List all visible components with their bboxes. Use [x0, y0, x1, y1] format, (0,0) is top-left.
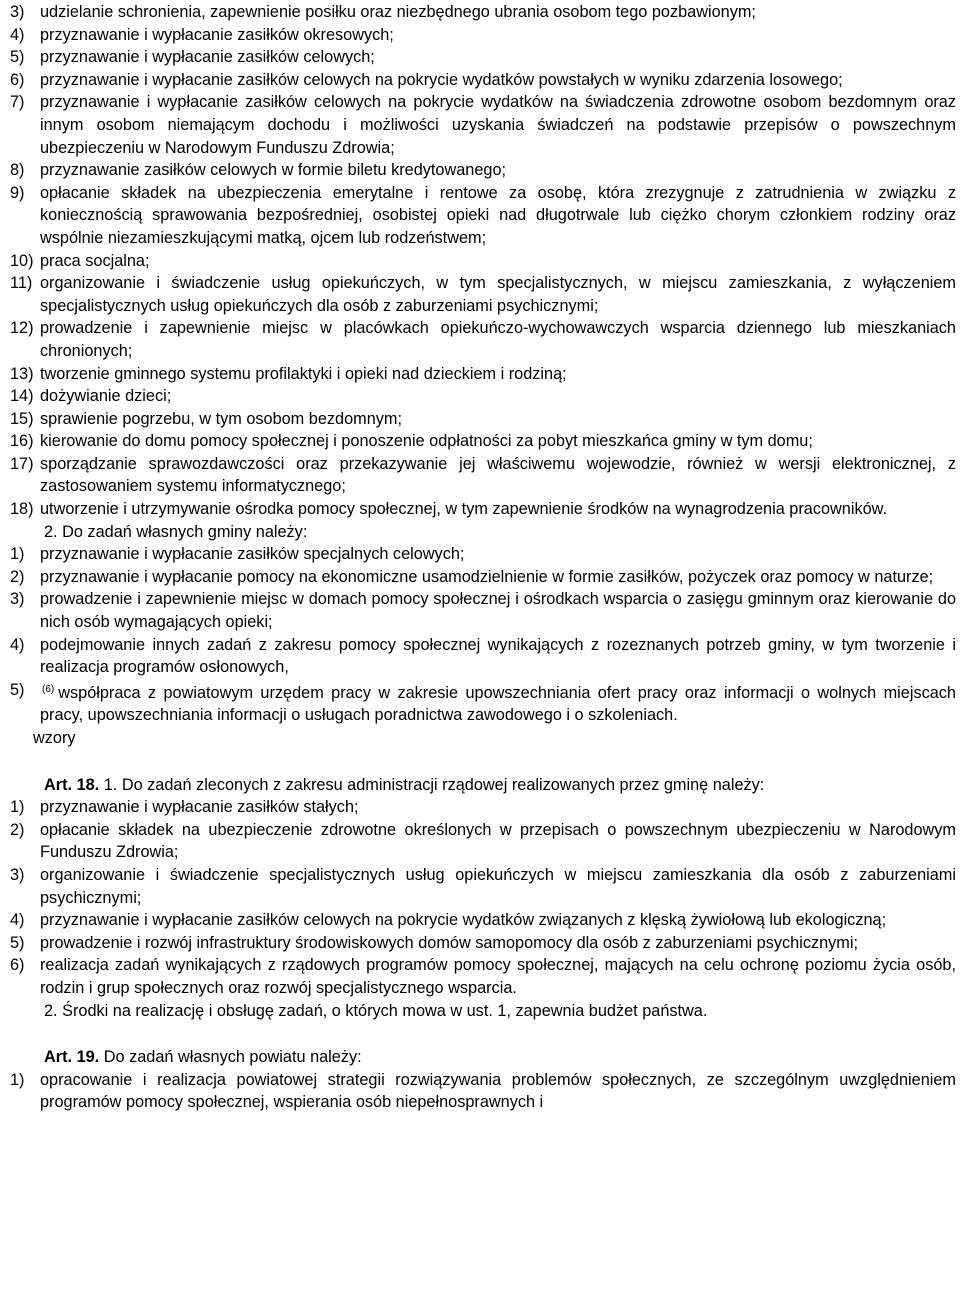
spacer: [10, 1022, 956, 1046]
art18-intro: 1. Do zadań zleconych z zakresu administracji rządowej realizowanych przez gminę należy:: [99, 775, 765, 794]
list-item: [10, 543, 956, 566]
list-item-body: sporządzanie sprawozdawczości oraz przekazywanie jej właściwemu wojewodzie, również w wersji elektronicznej, z zastosowaniem systemu informatycznego;: [40, 454, 956, 496]
list-item-text: [40, 24, 956, 47]
list-item-text: [40, 182, 956, 250]
list-item-body: przyznawanie i wypłacanie pomocy na ekonomiczne usamodzielnienie w formie zasiłków, pożyczek oraz pomocy w naturze;: [40, 567, 934, 586]
list-item-text: [40, 363, 956, 386]
list-item: [10, 1, 956, 24]
list-item-number: 12): [10, 319, 34, 338]
list-item-number: 6): [10, 70, 25, 89]
list-item-number: 5): [10, 680, 25, 699]
list-item-text: [40, 864, 956, 909]
art18-list: [10, 796, 956, 999]
list-item-body: opłacanie składek na ubezpieczenie zdrowotne określonych w przepisach o powszechnym ubezpieczeniu w Narodowym Funduszu Zdrowia;: [40, 820, 956, 862]
list-item: [10, 932, 956, 955]
list-item-number: 7): [10, 93, 25, 112]
list-item-number: 13): [10, 364, 34, 383]
list-item-text: [40, 250, 956, 273]
list-item: [10, 819, 956, 864]
list-item-body: realizacja zadań wynikających z rządowych programów pomocy społecznej, mających na celu ochronę poziomu życia osób, rodzin i grup społecznych oraz rozwój specjalistycznego wsparcia.: [40, 956, 956, 997]
list-item: [10, 385, 956, 408]
list-item: [10, 91, 956, 159]
section2-heading: 2. Do zadań własnych gminy należy:: [44, 522, 308, 541]
list-item-text: [40, 1, 956, 24]
list-item: [10, 498, 956, 521]
list-item-number: 4): [10, 911, 25, 930]
list-item-body: przyznawanie i wypłacanie zasiłków celowych na pokrycie wydatków związanych z klęską żywiołową lub ekologiczną;: [40, 911, 887, 930]
list-item-text: [40, 588, 956, 633]
list-item-number: 1): [10, 545, 25, 564]
list-item-body: współpraca z powiatowym urzędem pracy w zakresie upowszechniania ofert pracy oraz informacji o wolnych miejscach pracy, upowszechniania informacji o usługach poradnictwa zawodowego i o szkoleniach.: [40, 683, 956, 725]
list-item-text: [40, 385, 956, 408]
list-item-number: 6): [10, 956, 25, 975]
list-item-body: opracowanie i realizacja powiatowej strategii rozwiązywania problemów społecznych, ze szczególnym uwzględnieniem programów pomocy społecznej, wspierania osób niepełnosprawnych i: [40, 1070, 956, 1112]
list-item-number: 3): [10, 3, 25, 21]
list-item-body: przyznawanie i wypłacanie zasiłków stałych;: [40, 798, 359, 817]
list-item-text: [40, 91, 956, 159]
art18-heading: [10, 774, 956, 797]
list-item-body: organizowanie i świadczenie specjalistycznych usług opiekuńczych w miejscu zamieszkania dla osób z zaburzeniami psychicznymi;: [40, 865, 956, 907]
list-item-body: prowadzenie i zapewnienie miejsc w placówkach opiekuńczo-wychowawczych wsparcia dziennego lub mieszkaniach chronionych;: [40, 319, 956, 360]
list-item: [10, 679, 956, 727]
list-item-body: opłacanie składek na ubezpieczenia emerytalne i rentowe za osobę, która zrezygnuje z zatrudnienia w związku z koniecznością sprawowania bezpośredniej, osobistej opieki nad długotrwale lub ciężko chorym członkiem rodziny oraz wspólnie niezamieszkującymi matką, ojcem lub rodzeństwem;: [40, 183, 956, 247]
list-item-body: praca socjalna;: [40, 251, 150, 270]
list-item-number: 4): [10, 635, 25, 654]
list-item: [10, 430, 956, 453]
list-item-text: [40, 543, 956, 566]
list-item-number: 11): [10, 274, 33, 293]
list-item-text: [40, 498, 956, 521]
list-item-text: [40, 566, 956, 589]
list-item-body: przyznawanie i wypłacanie zasiłków okresowych;: [40, 25, 394, 44]
list-item-text: [40, 430, 956, 453]
list-item-body: organizowanie i świadczenie usług opiekuńczych, w tym specjalistycznych, w miejscu zamieszkania, z wyłączeniem specjalistycznych usług opiekuńczych dla osób z zaburzeniami psychicznymi;: [40, 274, 956, 315]
list-item: [10, 317, 956, 362]
list-item-body: sprawienie pogrzebu, w tym osobom bezdomnym;: [40, 409, 402, 428]
list-item-number: 16): [10, 432, 34, 451]
list-item-number: 8): [10, 161, 25, 180]
list-item: [10, 69, 956, 92]
wzory-label: wzory: [33, 729, 76, 747]
list-item-number: 15): [10, 409, 34, 428]
list-item-body: prowadzenie i zapewnienie miejsc w domach pomocy społecznej i ośrodkach wsparcia o zasięgu gminnym oraz kierowanie do nich osób wymagających opieki;: [40, 590, 956, 632]
list-item-number: 1): [10, 1070, 25, 1089]
list-item-number: 14): [10, 387, 34, 406]
list-item-text: [40, 954, 956, 999]
list-item-number: 2): [10, 567, 25, 586]
list-item-text: [40, 932, 956, 955]
art19-heading: [10, 1046, 956, 1069]
list-item-body: kierowanie do domu pomocy społecznej i ponoszenie odpłatności za pobyt mieszkańca gminy w tym domu;: [40, 432, 813, 451]
list-item: [10, 796, 956, 819]
document-page: [0, 1, 960, 1314]
list-item-body: przyznawanie zasiłków celowych w formie biletu kredytowanego;: [40, 161, 507, 180]
list-item-number: 4): [10, 25, 25, 44]
section1-list: [10, 1, 956, 521]
list-item-number: 5): [10, 933, 25, 952]
list-item-body: utworzenie i utrzymywanie ośrodka pomocy społecznej, w tym zapewnienie środków na wynagrodzenia pracowników.: [40, 500, 888, 519]
list-item-number: 3): [10, 865, 25, 884]
list-item-text: [40, 1069, 956, 1114]
list-item-text: [40, 679, 956, 727]
list-item: [10, 634, 956, 679]
list-item-text: [40, 453, 956, 498]
list-item-body: podejmowanie innych zadań z zakresu pomocy społecznej wynikających z rozeznanych potrzeb gminy, w tym tworzenie i realizacja programów osłonowych,: [40, 635, 956, 677]
list-item-body: prowadzenie i rozwój infrastruktury środowiskowych domów samopomocy dla osób z zaburzeniami psychicznymi;: [40, 933, 859, 952]
list-item: [10, 363, 956, 386]
footnote-marker: (6): [42, 683, 55, 695]
list-item: [10, 1069, 956, 1114]
list-item: [10, 909, 956, 932]
list-item: [10, 566, 956, 589]
list-item: [10, 864, 956, 909]
list-item-body: dożywianie dzieci;: [40, 387, 172, 406]
list-item-body: przyznawanie i wypłacanie zasiłków specjalnych celowych;: [40, 545, 465, 564]
list-item-text: [40, 634, 956, 679]
list-item-text: [40, 819, 956, 864]
list-item-text: [40, 69, 956, 92]
list-item-text: [40, 159, 956, 182]
list-item-number: 2): [10, 820, 25, 839]
list-item-body: przyznawanie i wypłacanie zasiłków celowych;: [40, 48, 375, 67]
list-item-body: udzielanie schronienia, zapewnienie posiłku oraz niezbędnego ubrania osobom tego pozbawionym;: [40, 3, 756, 21]
art19-intro: Do zadań własnych powiatu należy:: [99, 1048, 362, 1067]
list-item: [10, 46, 956, 69]
list-item: [10, 24, 956, 47]
list-item-number: 17): [10, 454, 34, 473]
art18-label: Art. 18.: [44, 775, 100, 794]
list-item-number: 3): [10, 590, 25, 609]
list-item-text: [40, 796, 956, 819]
list-item-number: 5): [10, 48, 25, 67]
list-item-number: 18): [10, 500, 34, 519]
list-item: [10, 408, 956, 431]
list-item-text: [40, 272, 956, 317]
list-item-text: [40, 317, 956, 362]
list-item-text: [40, 408, 956, 431]
list-item: [10, 588, 956, 633]
list-item: [10, 272, 956, 317]
section2-list: [10, 543, 956, 727]
list-item-number: 9): [10, 183, 25, 202]
list-item: [10, 954, 956, 999]
art19-label: Art. 19.: [44, 1048, 100, 1067]
list-item-body: przyznawanie i wypłacanie zasiłków celowych na pokrycie wydatków na świadczenia zdrowotne osobom bezdomnym oraz innym osobom niemającym dochodu i możliwości uzyskania świadczeń na podstawie przepisów o powszechnym ubezpieczeniu w Narodowym Funduszu Zdrowia;: [40, 93, 956, 157]
list-item: [10, 250, 956, 273]
list-item-body: przyznawanie i wypłacanie zasiłków celowych na pokrycie wydatków powstałych w wyniku zdarzenia losowego;: [40, 70, 843, 89]
list-item: [10, 182, 956, 250]
list-item-text: [40, 46, 956, 69]
spacer: [10, 750, 956, 774]
list-item-number: 10): [10, 251, 34, 270]
list-item-text: [40, 909, 956, 932]
list-item: [10, 159, 956, 182]
art19-list: [10, 1069, 956, 1114]
list-item-number: 1): [10, 798, 25, 817]
list-item: [10, 453, 956, 498]
list-item-body: tworzenie gminnego systemu profilaktyki i opieki nad dzieckiem i rodziną;: [40, 364, 567, 383]
art18-paragraph-2: 2. Środki na realizację i obsługę zadań, o których mowa w ust. 1, zapewnia budżet państwa.: [44, 1001, 708, 1020]
